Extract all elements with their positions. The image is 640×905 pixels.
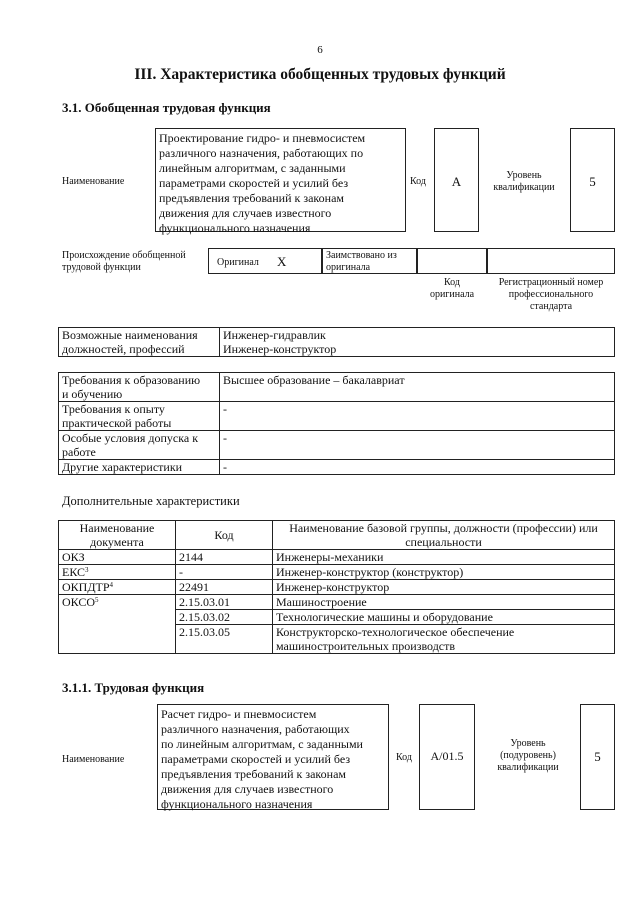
- extra-header-row: Наименование документа Код Наименование базовой группы, должности (профессии) или специальности: [59, 521, 615, 550]
- requirement-row: Требования к образованию и обучению Высшее образование – бакалавриат: [59, 373, 615, 402]
- gtf-code-box: [434, 128, 479, 232]
- extra-table: [58, 520, 615, 654]
- gtf-level-label: Уровень квалификации: [493, 170, 555, 193]
- gtf-heading: 3.1. Обобщенная трудовая функция: [62, 100, 271, 115]
- origin-original-mark: X: [277, 254, 287, 269]
- requirement-row: Особые условия допуска к работе -: [59, 431, 615, 460]
- requirement-row: Требования к опыту практической работы -: [59, 402, 615, 431]
- tf-heading: 3.1.1. Трудовая функция: [62, 680, 205, 695]
- section-title: III. Характеристика обобщенных трудовых функций: [134, 66, 506, 83]
- tf-code-label: Код: [396, 752, 412, 763]
- positions-label: Возможные наименования должностей, профессий: [59, 328, 220, 357]
- extra-row-eks: ЕКС$^3$ - Инженер-конструктор (конструктор): [59, 565, 615, 580]
- gtf-code-label: Код: [410, 176, 426, 187]
- requirements-table: [58, 372, 615, 475]
- requirement-row: Другие характеристики -: [59, 460, 615, 475]
- tf-level-label: Уровень (подуровень) квалификации: [497, 738, 559, 773]
- extra-row-okso-2: 2.15.03.02 Технологические машины и оборудование: [59, 610, 615, 625]
- tf-name-label: Наименование: [62, 754, 125, 765]
- tf-name-text: Расчет гидро- и пневмосистем различного назначения, работающих по линейным алгоритмам, с заданными параметрами скоростей и усилий без предъявления требований к законам движения для случаев известного функционального назначения: [161, 707, 363, 811]
- origin-code-caption: Код оригинала: [429, 277, 475, 300]
- origin-original-label: Оригинал: [217, 257, 259, 268]
- tf-code: A/01.5: [430, 749, 464, 763]
- extra-row-okso: ОКСО$^5$ 2.15.03.01 Машиностроение: [59, 595, 615, 610]
- origin-code-box: [417, 248, 487, 274]
- gtf-name-box: [155, 128, 406, 235]
- extra-row-okpdtr: ОКПДТР$^4$ 22491 Инженер-конструктор: [59, 580, 615, 595]
- extra-row-okz: ОКЗ 2144 Инженеры-механики: [59, 550, 615, 565]
- origin-label: Происхождение обобщенной трудовой функции: [62, 250, 186, 273]
- tf-name-box: [157, 704, 389, 810]
- gtf-code: A: [451, 174, 462, 189]
- positions-values: Инженер-гидравлик Инженер-конструктор: [220, 328, 615, 357]
- page-number: 6: [317, 44, 323, 56]
- tf-code-box: [419, 704, 475, 810]
- tf-level-box: [580, 704, 615, 810]
- origin-borrowed-box: Заимствовано из оригинала: [322, 248, 417, 274]
- tf-level: 5: [594, 749, 601, 764]
- gtf-name-label: Наименование: [62, 176, 125, 187]
- origin-reg-caption: Регистрационный номер профессионального стандарта: [498, 277, 604, 312]
- extra-heading: Дополнительные характеристики: [62, 494, 240, 508]
- origin-reg-box: [487, 248, 615, 274]
- positions-table: [58, 327, 615, 357]
- gtf-level-box: [570, 128, 615, 232]
- gtf-level: 5: [589, 174, 596, 189]
- extra-row-okso-3: 2.15.03.05 Конструкторско-технологическое обеспечение машиностроительных производств: [59, 625, 615, 654]
- gtf-name-text: Проектирование гидро- и пневмосистем различного назначения, работающих по линейным алгоритмам, с заданными параметрами скоростей и усилий без предъявления требований к законам движения для случаев известного функционального назначения: [159, 131, 366, 235]
- origin-original-box: [208, 248, 322, 274]
